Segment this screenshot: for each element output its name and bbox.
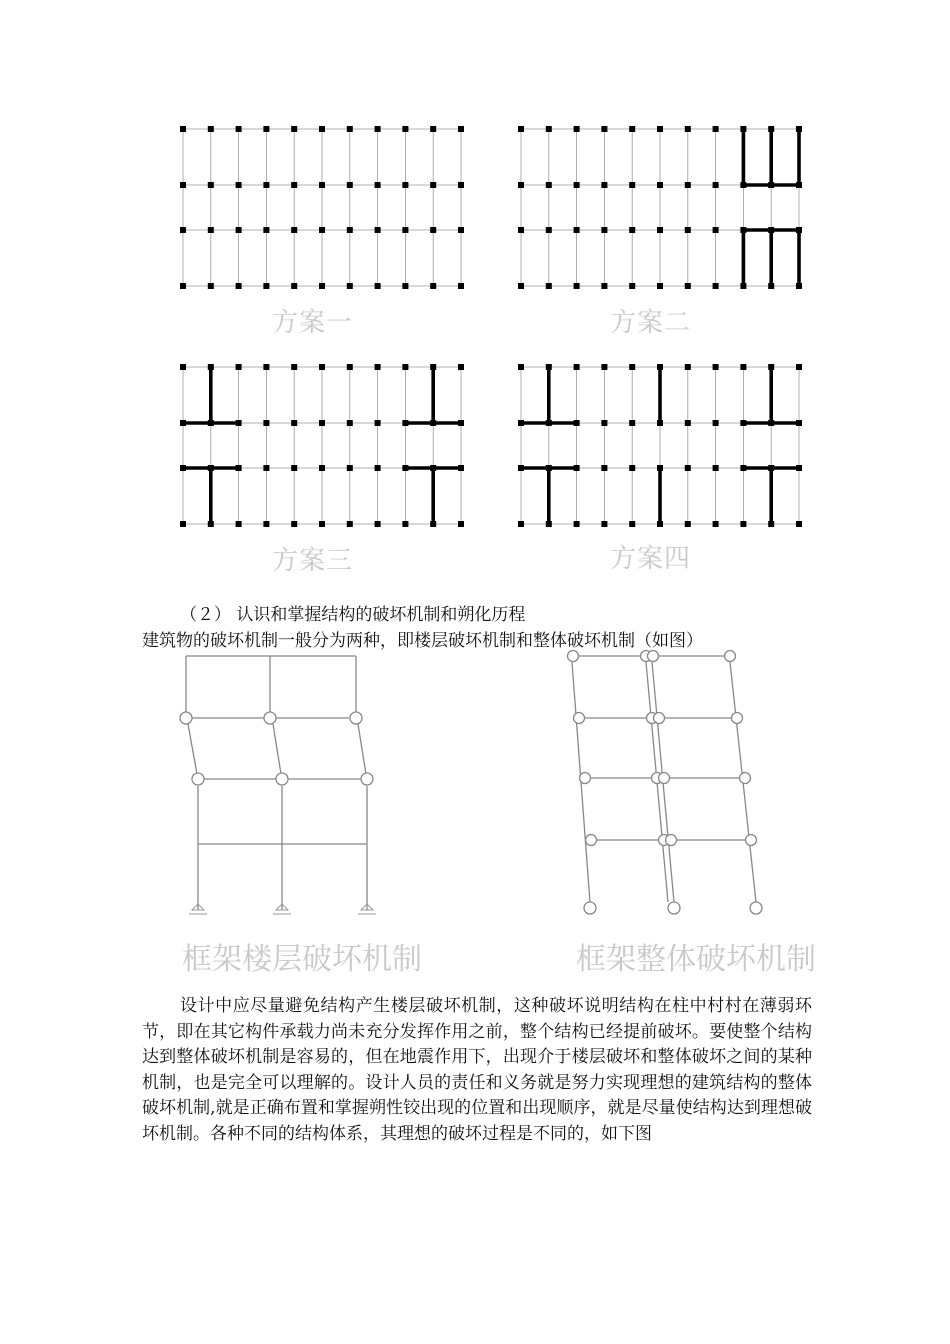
column-marker (319, 465, 325, 471)
column-marker (458, 227, 464, 233)
column-marker (347, 182, 353, 188)
plan-2-drawing (514, 122, 810, 294)
column-marker (629, 182, 635, 188)
column-marker (657, 182, 663, 188)
column-marker (347, 283, 353, 289)
column-marker (685, 182, 691, 188)
column-marker (319, 182, 325, 188)
column-marker (601, 182, 607, 188)
column-marker (236, 465, 242, 471)
column-marker (458, 521, 464, 527)
column-marker (291, 364, 297, 370)
column-marker (657, 227, 663, 233)
column-marker (402, 227, 408, 233)
column-marker (601, 364, 607, 370)
column-marker (629, 364, 635, 370)
plan-3-drawing (176, 360, 472, 532)
column-marker (291, 126, 297, 132)
column-marker (713, 465, 719, 471)
global-mechanism-frame (560, 644, 780, 928)
column-marker (629, 283, 635, 289)
column-marker (458, 283, 464, 289)
body-paragraph: 设计中应尽量避免结构产生楼层破坏机制，这种破坏说明结构在柱中村村在薄弱环节，即在其它构件承载力尚未充分发挥作用之前，整个结构已经提前破坏。要使整个结构达到整体破坏机制是容易的，但在地震作用下，出现介于楼层破坏和整体破坏之间的某种机制，也是完全可以理解的。设计人员的责任和义务就是努力实现理想的建筑结构的整体破坏机制,就是正确布置和掌握朔性铰出现的位置和出现顺序，就是尽量使结构达到理想破坏机制。各种不同的结构体系，其理想的破坏过程是不同的，如下图 (142, 996, 812, 1144)
column-marker (236, 521, 242, 527)
column-marker (629, 420, 635, 426)
column-marker (347, 364, 353, 370)
column-marker (291, 182, 297, 188)
column-marker (430, 182, 436, 188)
column-marker (768, 521, 774, 527)
column-marker (629, 521, 635, 527)
plan-1-caption: 方案一 (272, 308, 354, 338)
column-marker (458, 182, 464, 188)
column-marker (685, 227, 691, 233)
column-marker (574, 364, 580, 370)
column-marker (208, 465, 214, 471)
column-marker (208, 227, 214, 233)
column-marker (319, 521, 325, 527)
column-marker (574, 465, 580, 471)
column-marker (546, 283, 552, 289)
column-marker (430, 465, 436, 471)
storey-mechanism-caption: 框架楼层破坏机制 (182, 942, 422, 977)
column-marker (375, 283, 381, 289)
column-marker (574, 126, 580, 132)
column-marker (546, 364, 552, 370)
column-marker (740, 227, 746, 233)
column-marker (768, 465, 774, 471)
column-marker (657, 465, 663, 471)
column-marker (574, 420, 580, 426)
column-marker (291, 227, 297, 233)
column-marker (574, 227, 580, 233)
column-marker (713, 364, 719, 370)
column-marker (518, 283, 524, 289)
column-marker (601, 420, 607, 426)
plan-4-caption: 方案四 (610, 544, 692, 574)
column-marker (236, 364, 242, 370)
column-marker (180, 227, 186, 233)
column-marker (657, 364, 663, 370)
column-marker (796, 227, 802, 233)
global-mechanism-diagram (560, 644, 780, 924)
column-marker (208, 521, 214, 527)
column-marker (375, 182, 381, 188)
column-marker (601, 465, 607, 471)
column-marker (458, 126, 464, 132)
column-marker (430, 227, 436, 233)
column-marker (685, 521, 691, 527)
plan-4-drawing (514, 360, 810, 532)
global-mechanism-caption: 框架整体破坏机制 (576, 942, 816, 977)
column-marker (796, 283, 802, 289)
column-marker (740, 364, 746, 370)
column-marker (375, 364, 381, 370)
column-marker (518, 126, 524, 132)
column-marker (796, 182, 802, 188)
column-marker (740, 521, 746, 527)
column-marker (208, 283, 214, 289)
column-marker (319, 364, 325, 370)
column-marker (208, 420, 214, 426)
column-marker (574, 521, 580, 527)
column-marker (402, 420, 408, 426)
column-marker (291, 420, 297, 426)
column-marker (518, 227, 524, 233)
plan-2-caption: 方案二 (610, 308, 692, 338)
plan-4-grid (514, 360, 810, 532)
column-marker (740, 126, 746, 132)
plan-1-drawing (176, 122, 472, 294)
column-marker (347, 521, 353, 527)
column-marker (180, 521, 186, 527)
column-marker (236, 227, 242, 233)
column-marker (180, 126, 186, 132)
column-marker (685, 126, 691, 132)
column-marker (291, 283, 297, 289)
column-marker (375, 227, 381, 233)
column-marker (601, 227, 607, 233)
column-marker (263, 126, 269, 132)
column-marker (236, 420, 242, 426)
column-marker (458, 420, 464, 426)
column-marker (574, 283, 580, 289)
column-marker (319, 420, 325, 426)
column-marker (402, 283, 408, 289)
column-marker (402, 465, 408, 471)
column-marker (236, 126, 242, 132)
column-marker (347, 465, 353, 471)
column-marker (657, 126, 663, 132)
column-marker (768, 182, 774, 188)
column-marker (263, 182, 269, 188)
column-marker (430, 126, 436, 132)
column-marker (713, 521, 719, 527)
column-marker (768, 283, 774, 289)
column-marker (236, 182, 242, 188)
column-marker (546, 182, 552, 188)
column-marker (629, 465, 635, 471)
column-marker (291, 521, 297, 527)
plan-1-grid (176, 122, 472, 294)
column-marker (402, 364, 408, 370)
column-marker (629, 227, 635, 233)
column-marker (629, 126, 635, 132)
column-marker (180, 364, 186, 370)
column-marker (768, 420, 774, 426)
column-marker (347, 227, 353, 233)
column-marker (263, 465, 269, 471)
column-marker (518, 364, 524, 370)
column-marker (768, 227, 774, 233)
column-marker (430, 364, 436, 370)
column-marker (796, 465, 802, 471)
column-marker (685, 420, 691, 426)
column-marker (713, 283, 719, 289)
column-marker (402, 521, 408, 527)
column-marker (518, 521, 524, 527)
column-marker (685, 465, 691, 471)
column-marker (713, 420, 719, 426)
column-marker (740, 182, 746, 188)
storey-mechanism-frame (170, 648, 400, 928)
column-marker (546, 420, 552, 426)
column-marker (319, 227, 325, 233)
column-marker (180, 420, 186, 426)
column-marker (263, 364, 269, 370)
column-marker (796, 364, 802, 370)
column-marker (208, 126, 214, 132)
column-marker (740, 420, 746, 426)
plan-2-grid (514, 122, 810, 294)
column-marker (657, 283, 663, 289)
column-marker (796, 126, 802, 132)
column-marker (518, 465, 524, 471)
column-marker (713, 182, 719, 188)
column-marker (402, 126, 408, 132)
column-marker (713, 126, 719, 132)
column-marker (546, 465, 552, 471)
column-marker (768, 364, 774, 370)
column-marker (518, 420, 524, 426)
column-marker (546, 227, 552, 233)
column-marker (430, 521, 436, 527)
storey-mechanism-diagram (170, 648, 400, 924)
column-marker (375, 521, 381, 527)
column-marker (347, 126, 353, 132)
column-marker (208, 182, 214, 188)
column-marker (291, 465, 297, 471)
column-marker (263, 420, 269, 426)
plan-3-grid (176, 360, 472, 532)
column-marker (546, 521, 552, 527)
column-marker (319, 283, 325, 289)
column-marker (518, 182, 524, 188)
column-marker (601, 521, 607, 527)
column-marker (430, 283, 436, 289)
column-marker (263, 283, 269, 289)
column-marker (430, 420, 436, 426)
column-marker (740, 283, 746, 289)
column-marker (263, 227, 269, 233)
section-intro: 建筑物的破坏机制一般分为两种，即楼层破坏机制和整体破坏机制（如图） (142, 631, 703, 651)
column-marker (319, 126, 325, 132)
column-marker (657, 521, 663, 527)
column-marker (685, 283, 691, 289)
column-marker (375, 126, 381, 132)
section-heading: （２） 认识和掌握结构的破坏机制和朔化历程 (180, 605, 526, 625)
column-marker (601, 283, 607, 289)
column-marker (740, 465, 746, 471)
column-marker (263, 521, 269, 527)
column-marker (546, 126, 552, 132)
column-marker (402, 182, 408, 188)
column-marker (796, 521, 802, 527)
column-marker (601, 126, 607, 132)
column-marker (236, 283, 242, 289)
column-marker (375, 465, 381, 471)
column-marker (208, 364, 214, 370)
column-marker (685, 364, 691, 370)
column-marker (796, 420, 802, 426)
column-marker (458, 465, 464, 471)
column-marker (574, 182, 580, 188)
column-marker (180, 465, 186, 471)
column-marker (458, 364, 464, 370)
column-marker (768, 126, 774, 132)
column-marker (180, 182, 186, 188)
plan-3-caption: 方案三 (272, 546, 354, 576)
column-marker (375, 420, 381, 426)
column-marker (713, 227, 719, 233)
column-marker (180, 283, 186, 289)
column-marker (347, 420, 353, 426)
column-marker (657, 420, 663, 426)
